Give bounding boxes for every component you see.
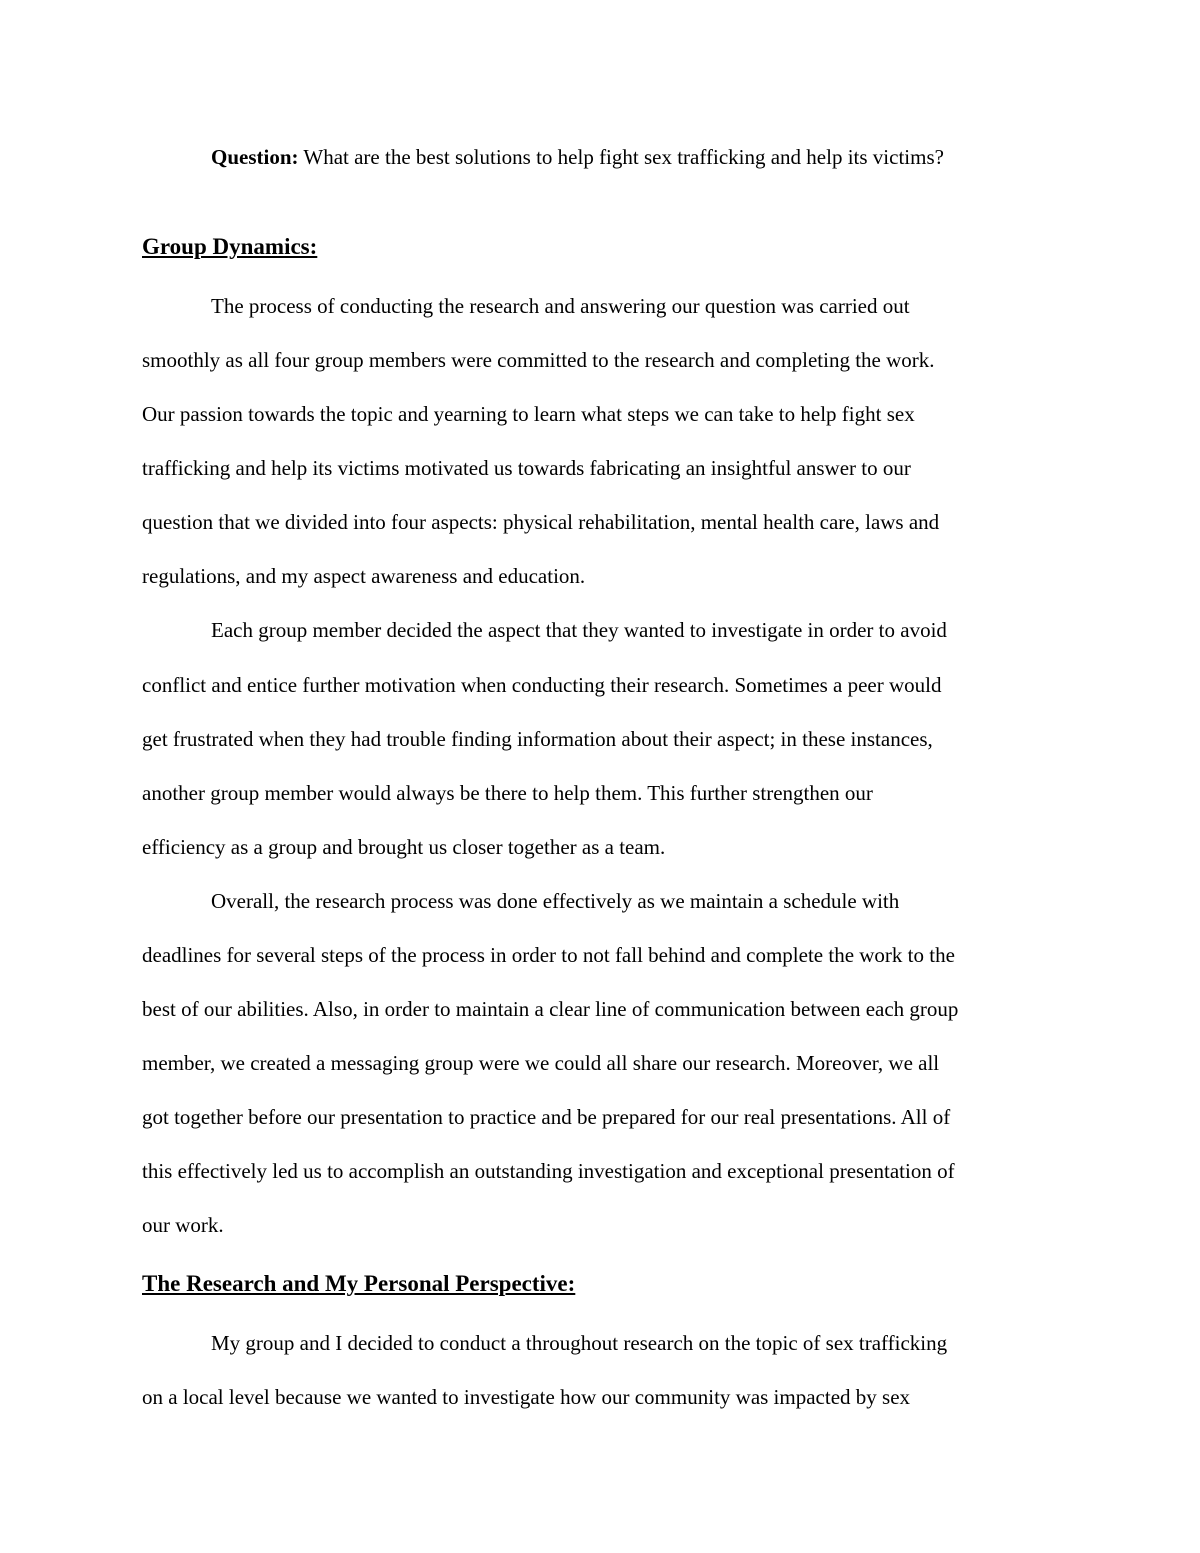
paragraph-line: got together before our presentation to practice and be prepared for our real presentations. All of [142, 1105, 951, 1129]
paragraph-line: this effectively led us to accomplish an outstanding investigation and exceptional presentation of [142, 1159, 955, 1183]
paragraph-line: Our passion towards the topic and yearning to learn what steps we can take to help fight sex [142, 402, 915, 426]
paragraph-line: get frustrated when they had trouble finding information about their aspect; in these instances, [142, 727, 933, 751]
paragraph-line: another group member would always be there to help them. This further strengthen our [142, 781, 873, 805]
section-heading-research-perspective: The Research and My Personal Perspective: [142, 1271, 576, 1296]
paragraph-line: smoothly as all four group members were committed to the research and completing the work. [142, 348, 935, 372]
question-label: Question: [211, 145, 299, 169]
paragraph-line: deadlines for several steps of the process in order to not fall behind and complete the work to the [142, 943, 955, 967]
paragraph-line: regulations, and my aspect awareness and education. [142, 564, 586, 588]
paragraph-line: My group and I decided to conduct a throughout research on the topic of sex trafficking [211, 1331, 948, 1355]
paragraph-line: The process of conducting the research and answering our question was carried out [211, 294, 910, 318]
paragraph-line: our work. [142, 1213, 224, 1237]
paragraph-line: conflict and entice further motivation when conducting their research. Sometimes a peer would [142, 673, 942, 697]
paragraph-line: member, we created a messaging group were we could all share our research. Moreover, we all [142, 1051, 940, 1075]
paragraph-line: trafficking and help its victims motivated us towards fabricating an insightful answer to our [142, 456, 911, 480]
paragraph-line: Overall, the research process was done effectively as we maintain a schedule with [211, 889, 900, 913]
question-text: What are the best solutions to help fight sex trafficking and help its victims? [298, 145, 944, 169]
paragraph-line: Each group member decided the aspect that they wanted to investigate in order to avoid [211, 618, 947, 642]
section-heading-group-dynamics: Group Dynamics: [142, 234, 318, 259]
paragraph-line: on a local level because we wanted to investigate how our community was impacted by sex [142, 1385, 911, 1409]
research-question [211, 144, 944, 170]
paragraph-line: best of our abilities. Also, in order to maintain a clear line of communication between each group [142, 997, 959, 1021]
paragraph-line: question that we divided into four aspects: physical rehabilitation, mental health care, laws and [142, 510, 940, 534]
paragraph-line: efficiency as a group and brought us closer together as a team. [142, 835, 666, 859]
